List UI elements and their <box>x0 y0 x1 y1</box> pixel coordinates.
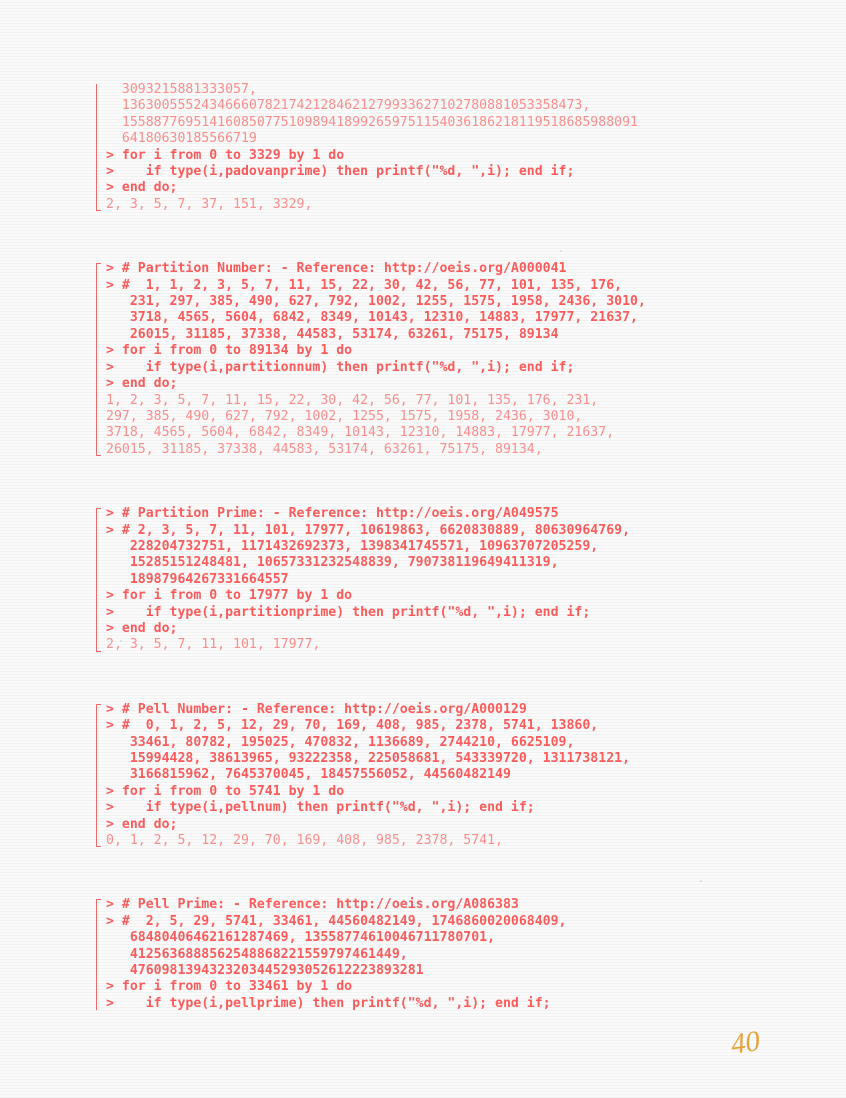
comment-line: > # 2, 5, 29, 5741, 33461, 44560482149, 1746860020068409, <box>106 913 567 929</box>
block-left-rule <box>96 263 97 456</box>
comment-line: 33461, 80782, 195025, 470832, 1136689, 2744210, 6625109, <box>106 734 575 750</box>
output-line: 64180630185566719 <box>106 131 257 147</box>
command-line: > for i from 0 to 89134 by 1 do <box>106 343 353 359</box>
command-line: > if type(i,padovanprime) then printf("%d, ",i); end if; <box>106 164 575 180</box>
code-block-pell-number <box>96 702 796 850</box>
block-spacer <box>96 849 796 897</box>
comment-line: 15285151248481, 10657331232548839, 790738119649411319, <box>106 555 559 571</box>
output-line: 2, 3, 5, 7, 11, 101, 17977, <box>106 637 321 653</box>
comment-line: 231, 297, 385, 490, 627, 792, 1002, 1255, 1575, 1958, 2436, 3010, <box>106 294 646 310</box>
command-line: > for i from 0 to 3329 by 1 do <box>106 147 345 163</box>
code-block-partition-number <box>96 261 796 458</box>
comment-line: 3718, 4565, 5604, 6842, 8349, 10143, 12310, 14883, 17977, 21637, <box>106 310 638 326</box>
command-line: > end do; <box>106 376 178 392</box>
comment-line: 3166815962, 7645370045, 18457556052, 44560482149 <box>106 767 511 783</box>
maple-worksheet-output <box>96 82 796 1012</box>
block-left-rule <box>96 84 97 211</box>
output-line: 15588776951416085077510989418992659751154036186218119518685988091 <box>106 114 638 130</box>
comment-line: > # Pell Prime: - Reference: http://oeis.org/A086383 <box>106 897 519 913</box>
comment-line: > # Partition Number: - Reference: http://oeis.org/A000041 <box>106 261 567 277</box>
command-line: > if type(i,pellnum) then printf("%d, ",i); end if; <box>106 800 535 816</box>
comment-line: 68480406462161287469, 13558774610046711780701, <box>106 930 496 946</box>
block-spacer <box>96 458 796 506</box>
code-block-padovan-prime-tail <box>96 82 796 213</box>
command-line: > for i from 0 to 5741 by 1 do <box>106 783 345 799</box>
paper-speck <box>120 640 122 642</box>
comment-line: > # 2, 3, 5, 7, 11, 101, 17977, 10619863, 6620830889, 80630964769, <box>106 522 631 538</box>
output-line: 2, 3, 5, 7, 37, 151, 3329, <box>106 196 313 212</box>
command-line: > for i from 0 to 17977 by 1 do <box>106 588 353 604</box>
comment-line: 18987964267331664557 <box>106 571 289 587</box>
block-spacer <box>96 213 796 261</box>
paper-speck <box>700 880 702 882</box>
output-line: 1, 2, 3, 5, 7, 11, 15, 22, 30, 42, 56, 77, 101, 135, 176, 231, <box>106 392 599 408</box>
output-line: 26015, 31185, 37338, 44583, 53174, 63261, 75175, 89134, <box>106 441 543 457</box>
command-line: > if type(i,partitionprime) then printf("%d, ",i); end if; <box>106 604 591 620</box>
page-number: 40 <box>728 1025 763 1061</box>
comment-line: 15994428, 38613965, 93222358, 225058681, 543339720, 1311738121, <box>106 751 631 766</box>
comment-line: 4125636888562548868221559797461449, <box>106 946 408 962</box>
block-spacer <box>96 654 796 702</box>
comment-line: > # Partition Prime: - Reference: http://oeis.org/A049575 <box>106 506 559 522</box>
code-block-partition-prime <box>96 506 796 654</box>
comment-line: 228204732751, 1171432692373, 1398341745571, 10963707205259, <box>106 538 599 554</box>
output-line: 297, 385, 490, 627, 792, 1002, 1255, 1575, 1958, 2436, 3010, <box>106 408 583 424</box>
command-line: > end do; <box>106 620 178 636</box>
comment-line: > # 0, 1, 2, 5, 12, 29, 70, 169, 408, 985, 2378, 5741, 13860, <box>106 718 599 734</box>
output-line: 0, 1, 2, 5, 12, 29, 70, 169, 408, 985, 2378, 5741, <box>106 833 503 849</box>
comment-line: > # Pell Number: - Reference: http://oeis.org/A000129 <box>106 701 527 717</box>
command-line: > end do; <box>106 180 178 196</box>
output-line: 3718, 4565, 5604, 6842, 8349, 10143, 12310, 14883, 17977, 21637, <box>106 425 615 441</box>
block-left-rule <box>96 508 97 652</box>
comment-line: 26015, 31185, 37338, 44583, 53174, 63261, 75175, 89134 <box>106 326 559 342</box>
command-line: > for i from 0 to 33461 by 1 do <box>106 979 353 995</box>
command-line: > if type(i,partitionnum) then printf("%d, ",i); end if; <box>106 359 575 375</box>
comment-line: > # 1, 1, 2, 3, 5, 7, 11, 15, 22, 30, 42, 56, 77, 101, 135, 176, <box>106 277 623 293</box>
command-line: > end do; <box>106 816 178 832</box>
paper-speck <box>560 250 562 252</box>
output-line: 1363005552434666078217421284621279933627102780881053358473, <box>106 98 591 114</box>
comment-line: 4760981394323203445293052612223893281 <box>106 963 424 979</box>
block-left-rule <box>96 704 97 848</box>
code-block-pell-prime <box>96 897 796 1012</box>
block-left-rule <box>96 899 97 1010</box>
command-line: > if type(i,pellprime) then printf("%d, ",i); end if; <box>106 995 551 1011</box>
output-line: 3093215881333057, <box>106 82 257 97</box>
